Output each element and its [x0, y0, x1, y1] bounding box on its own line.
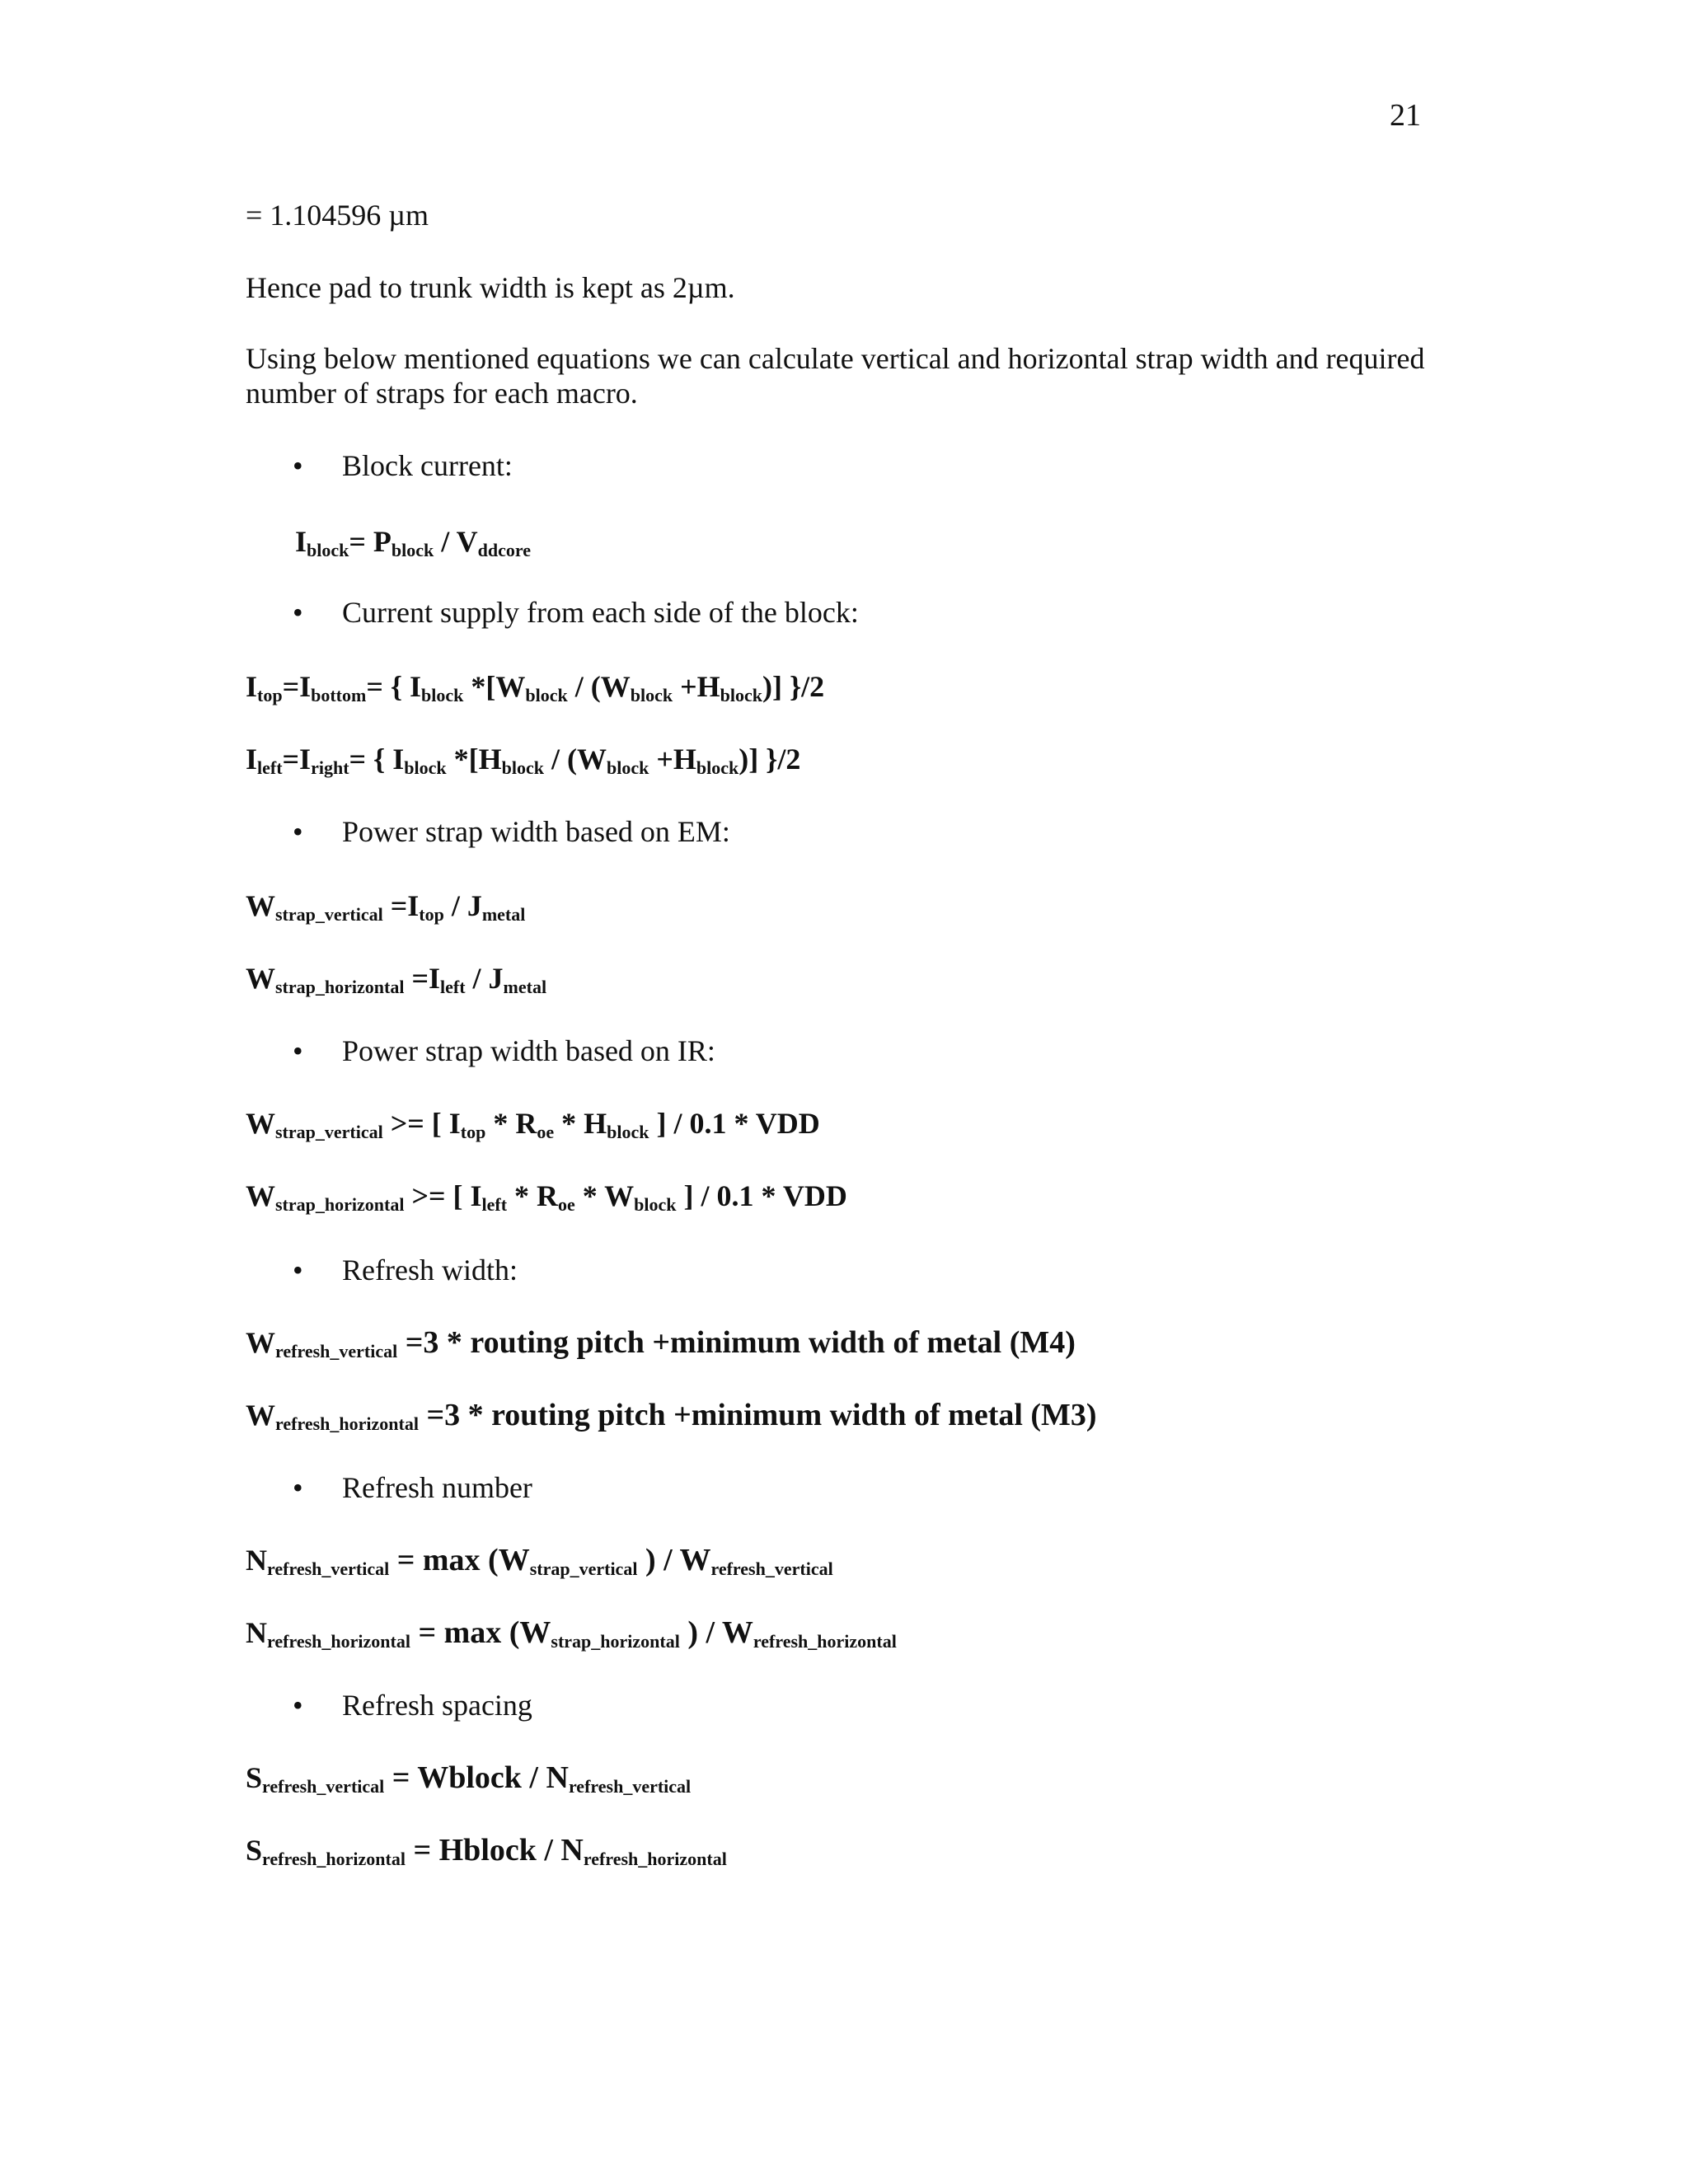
equation-strap-vertical-ir: $W_{strap\_vertical}$ >= [ $I_{top} * R_{oe} * H_{block}$ ] / 0.1 * VDD: [246, 1107, 820, 1142]
bullet-marker: •: [293, 1034, 303, 1067]
equation-refresh-width-vertical: $W_{refresh\_vertical} =3$ * routing pitch +minimum width of metal (M4): [246, 1325, 1076, 1361]
bullet-label: Refresh number: [342, 1471, 532, 1504]
equation-block-current: $I_{block}= P_{block} / V_{ddcore}$: [295, 525, 531, 560]
result-line: = 1.104596 µm: [246, 199, 429, 232]
bullet-refresh-width: [293, 1253, 518, 1287]
equation-strap-horizontal-em: $W_{strap\_horizontal} =I_{left} / J_{metal}$: [246, 962, 547, 997]
bullet-marker: •: [293, 596, 303, 629]
bullet-marker: •: [293, 815, 303, 848]
equation-strap-vertical-em: $W_{strap\_vertical} =I_{top} / J_{metal}$: [246, 889, 526, 925]
bullet-current-supply: [293, 595, 859, 630]
bullet-marker: •: [293, 1254, 303, 1286]
bullet-label: Power strap width based on EM:: [342, 815, 730, 848]
bullet-refresh-number: [293, 1470, 532, 1505]
intro-paragraph: Using below mentioned equations we can calculate vertical and horizontal strap width and required number of straps for each macro.: [246, 342, 1425, 410]
equation-refresh-number-horizontal: $N_{refresh\_horizontal} = \max (W_{strap\_horizontal}$ ) / $W_{refresh\_horizontal}$: [246, 1615, 897, 1652]
bullet-label: Refresh width:: [342, 1254, 518, 1286]
bullet-marker: •: [293, 449, 303, 482]
equation-refresh-number-vertical: $N_{refresh\_vertical} = \max (W_{strap\_vertical}$ ) / $W_{refresh\_vertical}$: [246, 1543, 833, 1579]
bullet-label: Refresh spacing: [342, 1689, 532, 1722]
bullet-label: Block current:: [342, 449, 513, 482]
equation-strap-horizontal-ir: $W_{strap\_horizontal}$ >= [ $I_{left} * R_{oe} * W_{block}$ ] / 0.1 * VDD: [246, 1179, 847, 1215]
equation-left-right-current: $I_{left}=I_{right}=$ { $I_{block}$ $*[H_{block} / (W_{block} +H_{block})]$ }/2: [246, 743, 801, 778]
bullet-strap-width-em: [293, 814, 730, 849]
bullet-block-current: [293, 448, 513, 483]
equation-top-bottom-current: $I_{top}=I_{bottom}=$ { $I_{block}$ $*[W_{block} / (W_{block} +H_{block})]$ }/2: [246, 670, 825, 705]
bullet-label: Current supply from each side of the block:: [342, 596, 859, 629]
equation-refresh-spacing-horizontal: $S_{refresh\_horizontal}$ = Hblock / $N_{refresh\_horizontal}$: [246, 1833, 727, 1869]
pad-width-paragraph: Hence pad to trunk width is kept as 2µm.: [246, 271, 735, 304]
bullet-marker: •: [293, 1689, 303, 1722]
equation-refresh-width-horizontal: $W_{refresh\_horizontal} =3$ * routing pitch +minimum width of metal (M3): [246, 1398, 1097, 1434]
page-number: 21: [1390, 98, 1421, 133]
bullet-refresh-spacing: [293, 1688, 532, 1722]
bullet-marker: •: [293, 1471, 303, 1504]
bullet-label: Power strap width based on IR:: [342, 1034, 715, 1067]
equation-refresh-spacing-vertical: $S_{refresh\_vertical}$ = Wblock / $N_{refresh\_vertical}$: [246, 1760, 692, 1797]
bullet-strap-width-ir: [293, 1033, 715, 1068]
